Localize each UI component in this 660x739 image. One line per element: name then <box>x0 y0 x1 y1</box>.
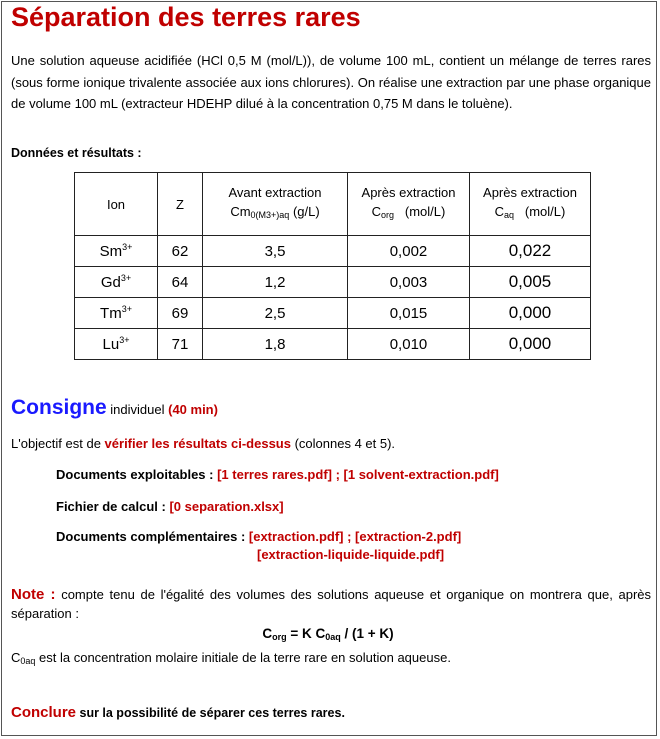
documents-exploitables <box>56 467 499 482</box>
header-ion: Ion <box>75 173 158 236</box>
cell-z: 69 <box>158 298 203 329</box>
documents-complementaires <box>56 529 461 544</box>
cell-ion <box>75 267 158 298</box>
cell-caq: 0,022 <box>470 236 591 267</box>
where-line <box>11 650 451 666</box>
formula <box>0 626 656 642</box>
where-subscript: 0aq <box>20 656 36 666</box>
results-table <box>74 172 591 360</box>
objective-highlight: vérifier les résultats ci-dessus <box>104 436 291 451</box>
documents-complementaires-link-1[interactable]: [extraction.pdf] ; [extraction-2.pdf] <box>248 529 462 544</box>
header-apres-org-subscript: org <box>381 210 395 220</box>
header-z: Z <box>158 173 203 236</box>
cell-avant: 1,2 <box>203 267 348 298</box>
note-paragraph <box>11 585 651 623</box>
ion-symbol: Sm <box>99 243 123 260</box>
documents-complementaires-line2 <box>257 547 444 562</box>
ion-symbol: Tm <box>100 305 122 322</box>
header-avant <box>203 173 348 236</box>
intro-paragraph: Une solution aqueuse acidifiée (HCl 0,5 M (mol/L)), de volume 100 mL, contient un mélange de terres rares (sous forme ionique trivalente associée aux ions chlorures). On réalise une extraction par une phase organique de volume 100 mL (extracteur HDEHP dilué à la concentration 0,75 M dans le toluène). <box>11 53 651 111</box>
cell-ion <box>75 236 158 267</box>
header-apres-org-line1: Après extraction <box>361 185 456 200</box>
table-row <box>75 236 591 267</box>
formula-rhs-sub: 0aq <box>325 632 341 642</box>
consigne-word: Consigne <box>11 396 107 419</box>
cell-ion <box>75 298 158 329</box>
objective-suffix: (colonnes 4 et 5). <box>290 436 396 451</box>
cell-z: 71 <box>158 329 203 360</box>
documents-exploitables-label: Documents exploitables : <box>56 467 218 482</box>
fichier-calcul-label: Fichier de calcul : <box>56 499 170 514</box>
conclusion-word: Conclure <box>11 704 77 721</box>
cell-avant: 2,5 <box>203 298 348 329</box>
ion-charge: 3+ <box>120 273 132 283</box>
consigne-duration: (40 min) <box>168 402 218 417</box>
header-apres-aq-unit: (mol/L) <box>524 204 566 219</box>
note-text: compte tenu de l'égalité des volumes des solutions aqueuse et organique on montrera que, après séparation : <box>11 587 651 621</box>
objective-prefix: L'objectif est de <box>11 436 105 451</box>
cell-caq: 0,000 <box>470 298 591 329</box>
formula-lhs-sub: org <box>272 632 287 642</box>
formula-lhs: C <box>262 626 273 641</box>
header-apres-org <box>348 173 470 236</box>
note-label: Note : <box>11 586 56 603</box>
cell-caq: 0,005 <box>470 267 591 298</box>
table-row <box>75 329 591 360</box>
header-avant-line1: Avant extraction <box>228 185 322 200</box>
formula-eq: = K C <box>286 626 326 641</box>
ion-charge: 3+ <box>122 242 133 252</box>
objective-line <box>11 436 395 451</box>
header-avant-subscript: 0(M3+)aq <box>250 210 290 220</box>
where-symbol: C <box>11 650 21 665</box>
header-apres-org-unit: (mol/L) <box>404 204 446 219</box>
fichier-calcul-link[interactable]: [0 separation.xlsx] <box>169 499 284 514</box>
cell-corg: 0,003 <box>348 267 470 298</box>
cell-avant: 1,8 <box>203 329 348 360</box>
conclusion-line <box>11 704 345 721</box>
header-apres-org-symbol: C <box>371 204 382 219</box>
header-apres-aq-subscript: aq <box>504 210 515 220</box>
header-apres-aq <box>470 173 591 236</box>
table-row <box>75 267 591 298</box>
formula-tail: / (1 + K) <box>340 626 394 641</box>
table-row <box>75 298 591 329</box>
ion-symbol: Gd <box>100 274 121 291</box>
documents-exploitables-link[interactable]: [1 terres rares.pdf] ; [1 solvent-extraction.pdf] <box>217 467 499 482</box>
ion-symbol: Lu <box>102 336 120 353</box>
cell-z: 64 <box>158 267 203 298</box>
page-title: Séparation des terres rares <box>11 2 361 32</box>
consigne-mode: individuel <box>106 402 169 417</box>
table-header-row <box>75 173 591 236</box>
fichier-calcul <box>56 499 284 514</box>
cell-corg: 0,002 <box>348 236 470 267</box>
ion-charge: 3+ <box>121 304 132 314</box>
header-apres-aq-symbol: C <box>494 204 505 219</box>
data-heading: Données et résultats : <box>11 146 142 160</box>
ion-charge: 3+ <box>119 335 130 345</box>
cell-ion <box>75 329 158 360</box>
documents-complementaires-link-2[interactable]: [extraction-liquide-liquide.pdf] <box>257 547 445 562</box>
header-avant-unit: (g/L) <box>289 204 320 219</box>
header-apres-aq-line1: Après extraction <box>483 185 577 200</box>
cell-avant: 3,5 <box>203 236 348 267</box>
cell-z: 62 <box>158 236 203 267</box>
conclusion-text: sur la possibilité de séparer ces terres rares. <box>76 706 345 720</box>
cell-corg: 0,010 <box>348 329 470 360</box>
cell-corg: 0,015 <box>348 298 470 329</box>
consigne-heading <box>11 396 218 420</box>
cell-caq: 0,000 <box>470 329 591 360</box>
documents-complementaires-label: Documents complémentaires : <box>56 529 249 544</box>
where-text: est la concentration molaire initiale de la terre rare en solution aqueuse. <box>35 650 451 665</box>
header-avant-symbol: Cm <box>230 204 251 219</box>
